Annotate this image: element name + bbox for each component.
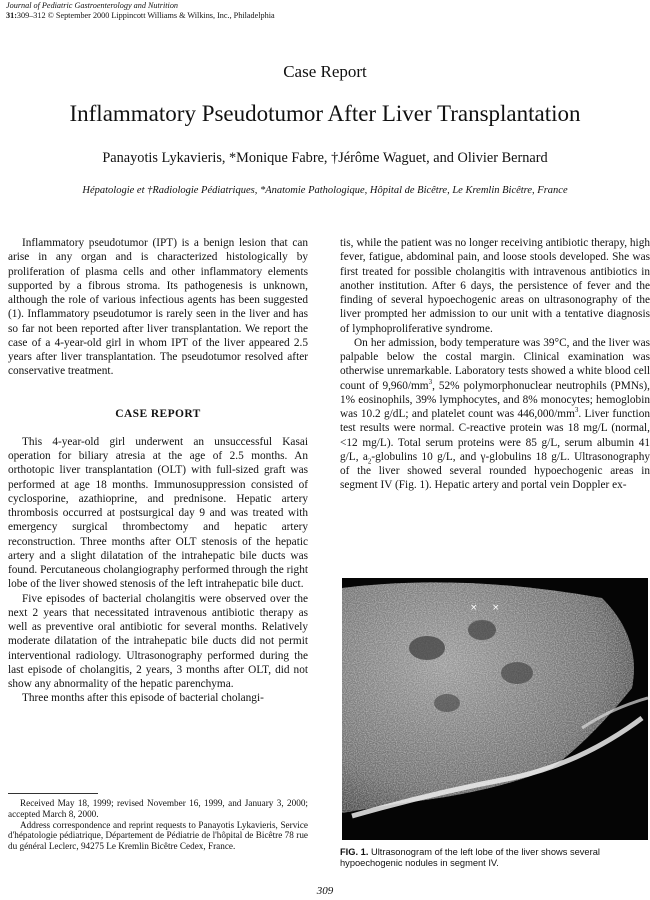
article-title: Inflammatory Pseudotumor After Liver Transplantation xyxy=(69,101,581,126)
intro-paragraph: Inflammatory pseudotumor (IPT) is a benign lesion that can arise in any organ and is characterized histologically by proliferation of plasma cells and other inflammatory elements supported by a fibrous stroma. Its pathogenesis is unknown, although the role of various infectious agents has been suggested (1). Inflammatory pseudotumor is rarely seen in the liver and has so far not been reported after liver transplantation. We report the case of a 4-year-old girl in whom IPT of the liver appeared 2.5 years after liver transplantation. The pseudotumor resolved after conservative treatment. xyxy=(8,237,308,378)
case-report-heading: CASE REPORT xyxy=(115,407,201,420)
issue-details: 309–312 © September 2000 Lippincott Williams & Wilkins, Inc., Philadelphia xyxy=(16,10,275,20)
figure-label: FIG. 1. xyxy=(340,847,369,857)
footnote-divider xyxy=(8,793,98,794)
body-paragraph: Five episodes of bacterial cholangitis were observed over the next 2 years that necessitated intravenous antibiotic therapy as well as preventive oral antibiotic for several months. Relatively moderate dilatation of the intrahepatic bile ducts did not permit interventional radiology. Ultrasonography performed during the last episode of cholangitis, 2 years, 3 months after OLT, did not show any abnormality of the hepatic parenchyma. xyxy=(8,592,308,690)
svg-text:×: × xyxy=(470,603,478,613)
left-column xyxy=(8,236,308,706)
volume-number: 31: xyxy=(6,10,17,20)
svg-text:×: × xyxy=(492,603,500,613)
body-paragraph: Three months after this episode of bacterial cholangi- xyxy=(22,692,264,705)
right-column xyxy=(340,236,650,493)
journal-name: Journal of Pediatric Gastroenterology and Nutrition xyxy=(6,1,179,10)
section-label: Case Report xyxy=(283,62,367,81)
author-list: Panayotis Lykavieris, *Monique Fabre, †Jérôme Waguet, and Olivier Bernard xyxy=(102,150,548,166)
ultrasound-image xyxy=(342,578,648,840)
footnotes xyxy=(8,798,308,852)
caption-text: Ultrasonogram of the left lobe of the liver shows several hypoechogenic nodules in segment IV. xyxy=(340,847,600,868)
body-paragraph: This 4-year-old girl underwent an unsuccessful Kasai operation for biliary atresia at the age of 2.5 months. An orthotopic liver transplantation (OLT) with full-sized graft was performed at age 18 months. Immunosuppression consisted of cyclosporine, azathioprine, and prednisone. Hepatic artery thrombosis occurred at postsurgical day 9 and was treated with emergency surgical thrombectomy and hepatic artery reconstruction. Three months after OLT stenosis of the hepatic artery and a slight dilatation of the intrahepatic bile ducts was found. Percutaneous cholangiography performed through the right lobe of the liver showed stenosis of the left intrahepatic bile duct. xyxy=(8,435,308,591)
correspondence-note: Address correspondence and reprint requests to Panayotis Lykavieris, Service d'hépatologie pédiatrique, Département de Pédiatrie de l'hôpital de Bicêtre 78 rue du général Leclerc, 94275 Le Kremlin Bicêtre Cedex, France. xyxy=(8,819,308,852)
page-number: 309 xyxy=(316,885,334,897)
affiliation: Hépatologie et †Radiologie Pédiatriques, *Anatomie Pathologique, Hôpital de Bicêtre, Le Kremlin Bicêtre, France xyxy=(82,185,568,196)
running-head xyxy=(6,1,275,20)
received-note: Received May 18, 1999; revised November 16, 1999, and January 3, 2000; accepted March 8, 2000. xyxy=(8,798,308,819)
body-paragraph: tis, while the patient was no longer receiving antibiotic therapy, high fever, fatigue, abdominal pain, and loose stools developed. She was first treated for possible cholangitis with intravenous antibiotics in another institution. After 6 days, the persistence of fever and the finding of several hypoechogenic areas on ultrasonography of the liver prompted her admission to our unit with a tentative diagnosis of lymphoproliferative syndrome. xyxy=(340,237,650,335)
figure-caption xyxy=(340,847,650,869)
body-paragraph: On her admission, body temperature was 39°C, and the liver was palpable below the costal margin. Clinical examination was otherwise unremarkable. Laboratory tests showed a white blood cell count of $9,960/mm^3$, 52% polymorphonuclear neutrophils (PMNs), 1% eosinophils, 39% lymphocytes, and 8% monocytes; hemoglobin was 10.2 g/dL; and platelet count was $446,000/mm^3$. Liver function test results were normal. C-reactive protein was 18 mg/L (normal, <12 mg/L). Total serum proteins were 85 g/L, serum albumin 41 g/L, $a_2$-globulins 10 g/L, and γ-globulins 18 g/L. Ultrasonography of the liver showed several rounded hypoechogenic areas in segment IV (Fig. 1). Hepatic artery and portal vein Doppler ex- xyxy=(340,336,650,492)
